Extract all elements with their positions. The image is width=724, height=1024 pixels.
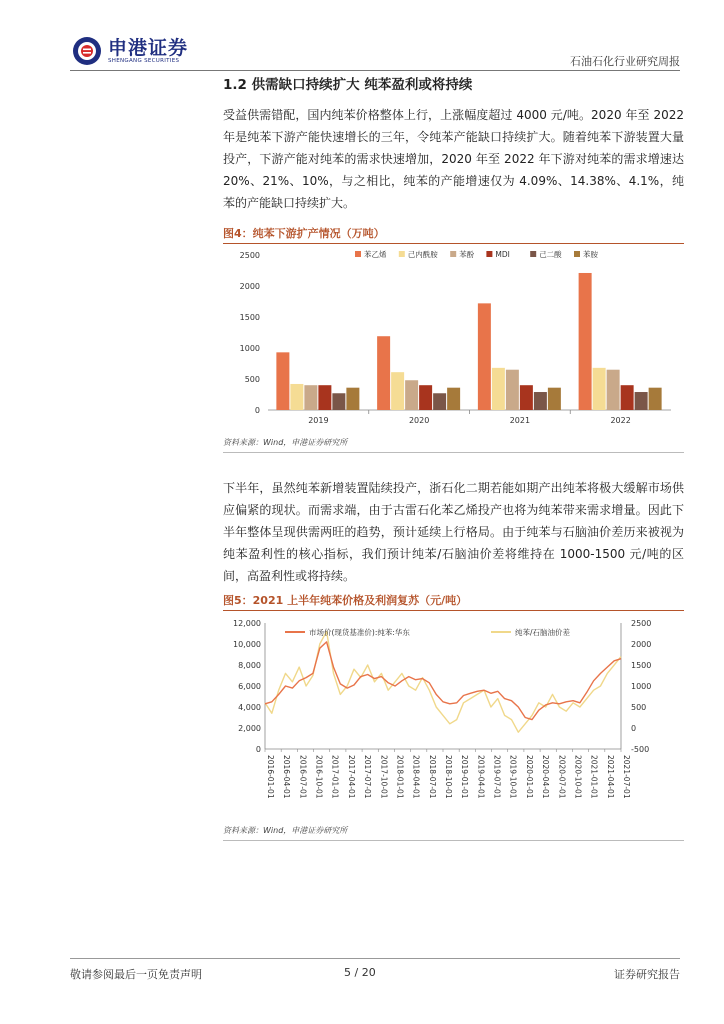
- footer-disclaimer: 敬请参阅最后一页免责声明: [70, 968, 202, 981]
- header-divider: [70, 70, 680, 71]
- legend-label: 苯乙烯: [364, 250, 387, 259]
- x-tick-label: 2019-04-01: [476, 755, 486, 799]
- x-tick-label: 2021-07-01: [622, 755, 631, 799]
- bar: [506, 370, 519, 410]
- bar: [377, 336, 390, 410]
- figure4-title: 图4：纯苯下游扩产情况（万吨）: [223, 227, 385, 240]
- bar: [649, 388, 662, 410]
- bar: [548, 388, 561, 410]
- x-tick-label: 2016-07-01: [298, 755, 308, 799]
- series-line: [265, 642, 621, 720]
- bar: [478, 303, 491, 410]
- x-tick-label: 2020-07-01: [557, 755, 567, 799]
- report-type: 石油石化行业研究周报: [570, 55, 680, 68]
- legend-label: 苯胺: [583, 250, 598, 259]
- left-y-tick-label: 0: [255, 745, 261, 754]
- x-tick-label: 2018-04-01: [411, 755, 421, 799]
- bar: [419, 385, 432, 410]
- bar: [391, 372, 404, 410]
- x-tick-label: 2020-01-01: [524, 755, 534, 799]
- bar: [405, 380, 418, 410]
- right-y-tick-label: 1000: [631, 682, 652, 691]
- left-y-tick-label: 2,000: [238, 724, 261, 733]
- left-y-tick-label: 4,000: [238, 703, 261, 712]
- x-tick-label: 2021: [509, 416, 531, 425]
- x-tick-label: 2017-01-01: [330, 755, 340, 799]
- legend-swatch: [450, 251, 456, 257]
- x-tick-label: 2018-10-01: [444, 755, 453, 799]
- bar: [621, 385, 634, 410]
- bar: [492, 368, 505, 410]
- right-y-tick-label: 0: [631, 724, 637, 733]
- figure5-title-rule: [223, 610, 684, 611]
- x-tick-label: 2020-10-01: [573, 755, 583, 799]
- bar: [635, 392, 648, 410]
- x-tick-label: 2017-07-01: [363, 755, 373, 799]
- right-y-tick-label: 2500: [631, 619, 652, 628]
- bar: [447, 388, 460, 410]
- x-tick-label: 2021-01-01: [589, 755, 599, 799]
- logo-name-cn: 申港证券: [108, 37, 189, 59]
- paragraph-2: 下半年，虽然纯苯新增装置陆续投产，浙石化二期若能如期产出纯苯将极大缓解市场供应偏紧的现状。而需求端，由于古雷石化苯乙烯投产也将为纯苯带来需求增量。因此下半年整体呈现供需两旺的趋势，预计延续上行格局。由于纯苯与石脑油价差历来被视为纯苯盈利性的核心指标，我们预计纯苯/石脑油价差将维持在 1000-1500 元/吨的区间，高盈利性或将持续。: [223, 481, 684, 583]
- footer-report-label: 证券研究报告: [614, 968, 680, 981]
- bar: [276, 352, 289, 410]
- figure4-bar-chart: [223, 245, 684, 430]
- right-y-tick-label: 500: [631, 703, 647, 712]
- figure5-source-rule: [223, 840, 684, 841]
- x-tick-label: 2017-10-01: [379, 755, 389, 799]
- bar: [332, 393, 345, 410]
- legend-swatch: [574, 251, 580, 257]
- figure4-title-rule: [223, 243, 684, 244]
- x-tick-label: 2016-01-01: [266, 755, 275, 799]
- bar: [534, 392, 547, 410]
- y-tick-label: 2500: [239, 251, 260, 260]
- x-tick-label: 2016-10-01: [314, 755, 324, 799]
- figure4-source: 资料来源：Wind，申港证券研究所: [223, 438, 348, 447]
- x-tick-label: 2019: [308, 416, 329, 425]
- left-y-tick-label: 6,000: [238, 682, 261, 691]
- bar: [433, 393, 446, 410]
- legend-swatch: [355, 251, 361, 257]
- legend-swatch: [530, 251, 536, 257]
- x-tick-label: 2018-01-01: [395, 755, 405, 799]
- series-line: [265, 631, 621, 732]
- x-tick-label: 2021-04-01: [605, 755, 615, 799]
- legend-label: 苯酚: [459, 250, 475, 259]
- bar: [318, 385, 331, 410]
- legend-label: 纯苯/石脑油价差: [515, 628, 571, 637]
- bar: [346, 388, 359, 410]
- x-tick-label: 2017-04-01: [346, 755, 356, 799]
- logo-emblem-icon: [72, 36, 102, 66]
- legend-label: 己内酰胺: [407, 250, 438, 259]
- figure4-source-rule: [223, 452, 684, 453]
- x-tick-label: 2018-07-01: [427, 755, 437, 799]
- company-logo: [72, 36, 188, 66]
- left-y-tick-label: 12,000: [233, 619, 261, 628]
- right-y-tick-label: 1500: [631, 661, 652, 670]
- y-tick-label: 0: [254, 406, 260, 415]
- section-title: 1.2 供需缺口持续扩大 纯苯盈利或将持续: [223, 77, 473, 93]
- y-tick-label: 1500: [239, 313, 260, 322]
- bar: [593, 368, 606, 410]
- x-tick-label: 2019-07-01: [492, 755, 502, 799]
- legend-swatch: [486, 251, 492, 257]
- bar: [304, 385, 317, 410]
- x-tick-label: 2020: [408, 416, 430, 425]
- bar: [290, 384, 303, 410]
- figure5-title: 图5：2021 上半年纯苯价格及利润复苏（元/吨）: [223, 594, 468, 607]
- x-tick-label: 2016-04-01: [282, 755, 292, 799]
- logo-name-en: SHENGANG SECURITIES: [108, 58, 180, 64]
- figure5-line-chart: [223, 613, 684, 813]
- legend-label: MDI: [495, 250, 510, 259]
- legend-swatch: [399, 251, 405, 257]
- x-tick-label: 2019-01-01: [460, 755, 470, 799]
- y-tick-label: 500: [244, 375, 260, 384]
- y-tick-label: 1000: [239, 344, 260, 353]
- footer-divider: [70, 958, 680, 959]
- bar: [520, 385, 533, 410]
- left-y-tick-label: 10,000: [233, 640, 261, 649]
- x-tick-label: 2019-10-01: [508, 755, 518, 799]
- right-y-tick-label: 2000: [631, 640, 652, 649]
- bar: [579, 273, 592, 410]
- bar: [607, 370, 620, 410]
- x-tick-label: 2022: [610, 416, 631, 425]
- legend-label: 市场价(现货基准价):纯苯:华东: [309, 628, 410, 637]
- x-tick-label: 2020-04-01: [541, 755, 551, 799]
- paragraph-1: 受益供需错配，国内纯苯价格整体上行，上涨幅度超过 4000 元/吨。2020 年至 2022 年是纯苯下游产能快速增长的三年，令纯苯产能缺口持续扩大。随着纯苯下游装置大量投产，下游产能对纯苯的需求快速增加，2020 年至 2022 年下游对纯苯的需求增速达 20%、21%、10%，与之相比，纯苯的产能增速仅为 4.09%、14.38%、4.1%，纯苯的产能缺口持续扩大。: [223, 108, 684, 210]
- right-y-tick-label: -500: [631, 745, 650, 754]
- left-y-tick-label: 8,000: [238, 661, 261, 670]
- y-tick-label: 2000: [239, 282, 260, 291]
- page-number: 5 / 20: [344, 966, 376, 979]
- figure5-source: 资料来源：Wind，申港证券研究所: [223, 826, 348, 835]
- legend-label: 己二酸: [539, 250, 562, 259]
